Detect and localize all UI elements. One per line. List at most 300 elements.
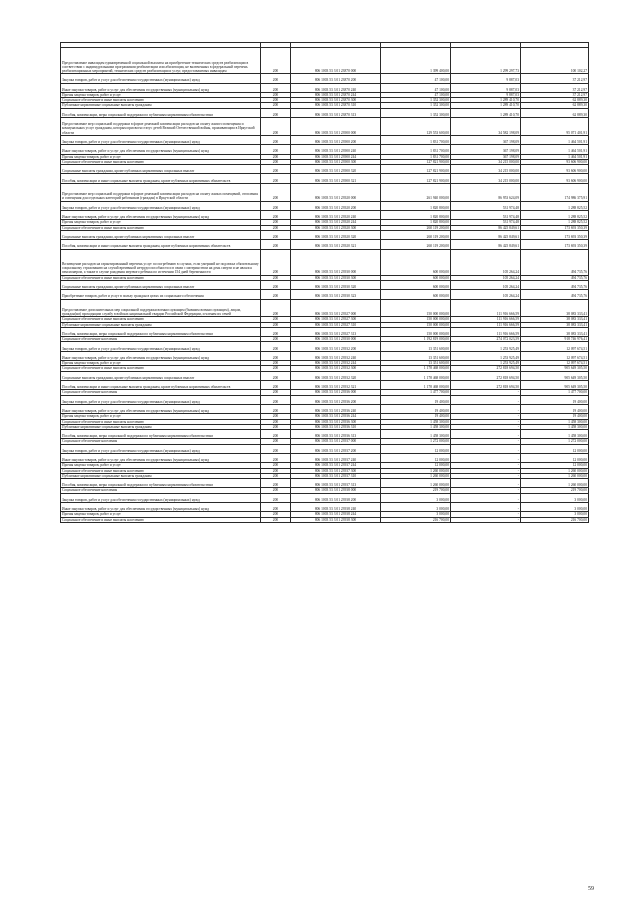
row-approved-amount: 19 400,00 bbox=[381, 405, 451, 414]
row-classification-code: 806 1003 53 3 01 23938 200 bbox=[291, 493, 381, 502]
row-classification-code: 806 1003 53 3 01 23936 240 bbox=[291, 405, 381, 414]
row-line-code: 200 bbox=[261, 98, 291, 103]
row-name: Пособия, компенсации и иные социальные выплаты гражданам, кроме публичных нормативных обязательств bbox=[61, 381, 261, 390]
row-classification-code: 806 1003 53 3 01 23920 000 bbox=[291, 183, 381, 201]
row-executed-amount: 367 198,09 bbox=[451, 135, 521, 144]
row-name: Прочая закупка товаров, работ и услуг bbox=[61, 92, 261, 97]
row-line-code: 200 bbox=[261, 512, 291, 517]
row-line-code: 200 bbox=[261, 488, 291, 493]
row-line-code: 200 bbox=[261, 390, 291, 395]
table-row bbox=[61, 430, 589, 439]
row-approved-amount: 1 352 300,00 bbox=[381, 98, 451, 103]
row-line-code: 200 bbox=[261, 493, 291, 502]
row-executed-amount: 1 289 410,70 bbox=[451, 108, 521, 117]
row-name: Прочая закупка товаров, работ и услуг bbox=[61, 220, 261, 225]
row-line-code: 200 bbox=[261, 439, 291, 444]
row-unexecuted-amount: 1 464 501,91 bbox=[521, 145, 589, 154]
row-unexecuted-amount: 93 606 900,00 bbox=[521, 164, 589, 173]
row-unexecuted-amount: 494 735,76 bbox=[521, 280, 589, 289]
row-name: Публичные нормативные социальные выплаты гражданам bbox=[61, 103, 261, 108]
row-unexecuted-amount: 19 400,00 bbox=[521, 414, 589, 419]
row-executed-amount: 1 299 297,73 bbox=[451, 48, 521, 74]
row-executed-amount: - bbox=[451, 414, 521, 419]
row-approved-amount: 1 399 400,00 bbox=[381, 48, 451, 74]
table-row bbox=[61, 479, 589, 488]
table-row bbox=[61, 454, 589, 463]
row-approved-amount: 1 352 300,00 bbox=[381, 108, 451, 117]
row-executed-amount: - bbox=[451, 405, 521, 414]
row-executed-amount: 1 253 925,49 bbox=[451, 361, 521, 366]
row-line-code: 200 bbox=[261, 92, 291, 97]
row-classification-code: 806 1003 53 3 01 23870 240 bbox=[291, 83, 381, 92]
row-executed-amount: - bbox=[451, 454, 521, 463]
row-classification-code: 806 1003 53 3 01 23927 310 bbox=[291, 322, 381, 327]
table-row bbox=[61, 48, 589, 74]
row-classification-code: 806 1003 53 3 01 23930 320 bbox=[291, 280, 381, 289]
row-executed-amount: - bbox=[451, 493, 521, 502]
row-line-code: 200 bbox=[261, 201, 291, 210]
row-classification-code: 806 1003 53 3 01 23920 321 bbox=[291, 240, 381, 249]
row-name: Социальное обеспечение и иные выплаты населению bbox=[61, 98, 261, 103]
row-approved-amount: 3 000,00 bbox=[381, 512, 451, 517]
row-name: Закупка товаров, работ и услуг для обеспечения государственных (муниципальных) нужд bbox=[61, 135, 261, 144]
row-executed-amount: - bbox=[451, 424, 521, 429]
row-unexecuted-amount: 12 000,00 bbox=[521, 444, 589, 453]
row-approved-amount: 260 119 200,00 bbox=[381, 240, 451, 249]
row-approved-amount: 3 000,00 bbox=[381, 493, 451, 502]
row-executed-amount: - bbox=[451, 479, 521, 488]
table-row bbox=[61, 83, 589, 92]
row-executed-amount: - bbox=[451, 395, 521, 404]
row-approved-amount: 19 400,00 bbox=[381, 414, 451, 419]
row-classification-code: 806 1003 53 3 01 23937 240 bbox=[291, 454, 381, 463]
row-name: Пособия, компенсации, меры социальной поддержки по публичным нормативным обязательствам bbox=[61, 430, 261, 439]
row-line-code: 200 bbox=[261, 337, 291, 342]
row-line-code: 200 bbox=[261, 463, 291, 468]
row-executed-amount: - bbox=[451, 430, 521, 439]
row-unexecuted-amount: 494 735,76 bbox=[521, 290, 589, 299]
row-classification-code: 806 1003 53 3 01 23937 313 bbox=[291, 479, 381, 488]
row-name: Закупка товаров, работ и услуг для обеспечения государственных (муниципальных) нужд bbox=[61, 201, 261, 210]
row-executed-amount: 86 953 624,09 bbox=[451, 183, 521, 201]
row-classification-code: 806 1003 53 3 01 23932 321 bbox=[291, 381, 381, 390]
row-unexecuted-amount: 173 693 350,39 bbox=[521, 240, 589, 249]
row-line-code: 200 bbox=[261, 405, 291, 414]
row-unexecuted-amount: 173 693 350,39 bbox=[521, 230, 589, 239]
row-line-code: 200 bbox=[261, 290, 291, 299]
row-approved-amount: 1 831 700,00 bbox=[381, 154, 451, 159]
row-approved-amount: 1 352 300,00 bbox=[381, 103, 451, 108]
table-row bbox=[61, 371, 589, 380]
row-approved-amount: 1 272 000,00 bbox=[381, 439, 451, 444]
table-row bbox=[61, 317, 589, 322]
row-name: Социальное обеспечение населения bbox=[61, 488, 261, 493]
row-unexecuted-amount: 62 889,30 bbox=[521, 103, 589, 108]
table-row bbox=[61, 275, 589, 280]
table-row bbox=[61, 201, 589, 210]
row-name: Предоставление мер социальной поддержки в форме денежной компенсации расходов на оплату жилого помещения и коммунальных услуг гражданам, которым присвоен статус детей Великой Отечественной войны, проживающим в Иркутской области bbox=[61, 117, 261, 135]
table-row bbox=[61, 322, 589, 327]
row-classification-code: 806 1003 53 3 01 23936 000 bbox=[291, 390, 381, 395]
row-name: Приобретение товаров, работ и услуг в пользу граждан в целях их социального обеспечения bbox=[61, 290, 261, 299]
row-approved-amount: 600 000,00 bbox=[381, 249, 451, 275]
row-name: Социальное обеспечение и иные выплаты населению bbox=[61, 419, 261, 424]
row-approved-amount: 127 821 900,00 bbox=[381, 174, 451, 183]
row-line-code: 200 bbox=[261, 342, 291, 351]
row-classification-code: 806 1003 53 3 01 23870 310 bbox=[291, 103, 381, 108]
row-name: Иные закупки товаров, работ и услуг для обеспечения государственных (муниципальных) нужд bbox=[61, 503, 261, 512]
row-executed-amount: 272 818 694,50 bbox=[451, 381, 521, 390]
row-name: Социальное обеспечение и иные выплаты населению bbox=[61, 159, 261, 164]
table-row bbox=[61, 280, 589, 289]
row-unexecuted-amount: 174 986 375,91 bbox=[521, 183, 589, 201]
row-name: Социальное обеспечение и иные выплаты населению bbox=[61, 517, 261, 522]
row-classification-code: 806 1003 53 3 01 23930 000 bbox=[291, 337, 381, 342]
row-classification-code: 806 1003 53 3 01 23932 244 bbox=[291, 361, 381, 366]
row-classification-code: 806 1003 53 3 01 23900 321 bbox=[291, 174, 381, 183]
row-approved-amount: 260 119 200,00 bbox=[381, 230, 451, 239]
table-row bbox=[61, 395, 589, 404]
row-name: Иные закупки товаров, работ и услуг для обеспечения государственных (муниципальных) нужд bbox=[61, 83, 261, 92]
row-classification-code: 806 1003 53 3 01 23900 320 bbox=[291, 164, 381, 173]
row-executed-amount: 105 264,24 bbox=[451, 280, 521, 289]
row-executed-amount: 34 215 000,00 bbox=[451, 159, 521, 164]
row-executed-amount: 9 887,03 bbox=[451, 83, 521, 92]
row-line-code: 200 bbox=[261, 414, 291, 419]
row-executed-amount: 367 198,09 bbox=[451, 154, 521, 159]
row-unexecuted-amount: 37 212,97 bbox=[521, 83, 589, 92]
row-executed-amount: 86 425 849,61 bbox=[451, 230, 521, 239]
row-line-code: 200 bbox=[261, 135, 291, 144]
row-approved-amount: 150 000 000,00 bbox=[381, 317, 451, 322]
row-classification-code: 806 1003 53 3 01 23920 300 bbox=[291, 225, 381, 230]
row-name: Социальные выплаты гражданам, кроме публичных нормативных социальных выплат bbox=[61, 371, 261, 380]
row-approved-amount: 219 700,00 bbox=[381, 488, 451, 493]
row-classification-code: 806 1003 53 3 01 23936 200 bbox=[291, 395, 381, 404]
row-classification-code: 806 1003 53 3 01 23920 240 bbox=[291, 210, 381, 219]
row-unexecuted-amount: 905 649 305,50 bbox=[521, 371, 589, 380]
row-approved-amount: 129 553 600,00 bbox=[381, 117, 451, 135]
row-name: Социальное обеспечение населения bbox=[61, 439, 261, 444]
row-classification-code: 806 1003 53 3 01 23870 300 bbox=[291, 98, 381, 103]
row-approved-amount: 600 000,00 bbox=[381, 280, 451, 289]
row-classification-code: 806 1003 53 3 01 23927 000 bbox=[291, 299, 381, 317]
row-unexecuted-amount: 3 000,00 bbox=[521, 512, 589, 517]
row-unexecuted-amount: 19 400,00 bbox=[521, 405, 589, 414]
row-classification-code: 806 1003 53 3 01 23870 200 bbox=[291, 74, 381, 83]
row-name: Социальное обеспечение населения bbox=[61, 337, 261, 342]
row-approved-amount: 1 477 700,00 bbox=[381, 390, 451, 395]
row-unexecuted-amount: 1 260 000,00 bbox=[521, 473, 589, 478]
row-name: Иные закупки товаров, работ и услуг для обеспечения государственных (муниципальных) нужд bbox=[61, 454, 261, 463]
row-unexecuted-amount: 1 288 825,52 bbox=[521, 220, 589, 225]
row-line-code: 200 bbox=[261, 145, 291, 154]
row-classification-code: 806 1003 53 3 01 23938 300 bbox=[291, 517, 381, 522]
row-executed-amount: 1 289 410,70 bbox=[451, 98, 521, 103]
row-unexecuted-amount: 93 606 900,00 bbox=[521, 159, 589, 164]
row-unexecuted-amount: 173 693 350,39 bbox=[521, 225, 589, 230]
row-unexecuted-amount: 100 102,27 bbox=[521, 48, 589, 74]
row-unexecuted-amount: 1 272 000,00 bbox=[521, 439, 589, 444]
row-executed-amount: 34 582 198,09 bbox=[451, 117, 521, 135]
row-line-code: 200 bbox=[261, 473, 291, 478]
row-name: Пособия, компенсации, меры социальной поддержки по публичным нормативным обязательствам bbox=[61, 108, 261, 117]
row-executed-amount: 1 289 410,70 bbox=[451, 103, 521, 108]
row-classification-code: 806 1003 53 3 01 23930 300 bbox=[291, 275, 381, 280]
row-line-code: 200 bbox=[261, 159, 291, 164]
row-executed-amount: - bbox=[451, 444, 521, 453]
row-unexecuted-amount: 216 700,00 bbox=[521, 517, 589, 522]
row-unexecuted-amount: 1 260 000,00 bbox=[521, 468, 589, 473]
row-executed-amount: - bbox=[451, 517, 521, 522]
row-unexecuted-amount: 37 212,97 bbox=[521, 92, 589, 97]
row-line-code: 200 bbox=[261, 103, 291, 108]
row-classification-code: 806 1003 53 3 01 23937 300 bbox=[291, 468, 381, 473]
table-row bbox=[61, 299, 589, 317]
table-row bbox=[61, 444, 589, 453]
row-line-code: 200 bbox=[261, 454, 291, 463]
row-name: Социальные выплаты гражданам, кроме публичных нормативных социальных выплат bbox=[61, 230, 261, 239]
row-line-code: 200 bbox=[261, 220, 291, 225]
row-approved-amount: 3 000,00 bbox=[381, 503, 451, 512]
row-approved-amount: 150 000 000,00 bbox=[381, 322, 451, 327]
row-classification-code: 806 1003 53 3 01 23937 244 bbox=[291, 463, 381, 468]
row-classification-code: 806 1003 53 3 01 23920 244 bbox=[291, 220, 381, 225]
row-line-code: 200 bbox=[261, 317, 291, 322]
row-classification-code: 806 1003 53 3 01 23930 323 bbox=[291, 290, 381, 299]
table-row bbox=[61, 174, 589, 183]
row-executed-amount: - bbox=[451, 419, 521, 424]
table-row bbox=[61, 493, 589, 502]
row-classification-code: 806 1003 53 3 01 23927 300 bbox=[291, 317, 381, 322]
row-classification-code: 806 1003 53 3 01 23870 244 bbox=[291, 92, 381, 97]
row-classification-code: 806 1003 53 3 01 23936 300 bbox=[291, 419, 381, 424]
table-row bbox=[61, 249, 589, 275]
row-classification-code: 806 1003 53 3 01 23920 200 bbox=[291, 201, 381, 210]
row-line-code: 200 bbox=[261, 280, 291, 289]
row-name: Иные закупки товаров, работ и услуг для обеспечения государственных (муниципальных) нужд bbox=[61, 145, 261, 154]
row-executed-amount: 531 974,48 bbox=[451, 210, 521, 219]
table-row bbox=[61, 74, 589, 83]
row-unexecuted-amount: 93 606 900,00 bbox=[521, 174, 589, 183]
row-classification-code: 806 1003 53 3 01 23900 240 bbox=[291, 145, 381, 154]
row-line-code: 200 bbox=[261, 444, 291, 453]
row-approved-amount: 260 119 200,00 bbox=[381, 225, 451, 230]
row-classification-code: 806 1003 53 3 01 23900 000 bbox=[291, 117, 381, 135]
row-executed-amount: - bbox=[451, 390, 521, 395]
row-approved-amount: 1 192 819 000,00 bbox=[381, 337, 451, 342]
row-classification-code: 806 1003 53 3 01 23932 240 bbox=[291, 351, 381, 360]
row-name: Социальное обеспечение и иные выплаты населению bbox=[61, 275, 261, 280]
row-name: Социальное обеспечение и иные выплаты населению bbox=[61, 366, 261, 371]
table-row bbox=[61, 327, 589, 336]
row-classification-code: 806 1003 53 3 01 23936 313 bbox=[291, 430, 381, 439]
row-line-code: 200 bbox=[261, 371, 291, 380]
table-row bbox=[61, 117, 589, 135]
row-approved-amount: 150 000 000,00 bbox=[381, 299, 451, 317]
row-unexecuted-amount: 12 097 674,51 bbox=[521, 351, 589, 360]
table-row bbox=[61, 108, 589, 117]
row-approved-amount: 600 000,00 bbox=[381, 290, 451, 299]
row-unexecuted-amount: 918 746 976,41 bbox=[521, 337, 589, 342]
row-name: Прочая закупка товаров, работ и услуг bbox=[61, 512, 261, 517]
row-name: Социальные выплаты гражданам, кроме публичных нормативных социальных выплат bbox=[61, 280, 261, 289]
row-line-code: 200 bbox=[261, 503, 291, 512]
row-approved-amount: 1 820 800,00 bbox=[381, 220, 451, 225]
row-executed-amount: 105 264,24 bbox=[451, 249, 521, 275]
row-line-code: 200 bbox=[261, 74, 291, 83]
row-unexecuted-amount: 1 260 000,00 bbox=[521, 479, 589, 488]
row-executed-amount: 105 264,24 bbox=[451, 275, 521, 280]
row-classification-code: 806 1003 53 3 01 23938 240 bbox=[291, 503, 381, 512]
table-row bbox=[61, 164, 589, 173]
row-name: Закупка товаров, работ и услуг для обеспечения государственных (муниципальных) нужд bbox=[61, 342, 261, 351]
row-approved-amount: 13 351 600,00 bbox=[381, 342, 451, 351]
row-name: Закупка товаров, работ и услуг для обеспечения государственных (муниципальных) нужд bbox=[61, 493, 261, 502]
row-approved-amount: 127 821 900,00 bbox=[381, 159, 451, 164]
row-name: Социальное обеспечение и иные выплаты населению bbox=[61, 317, 261, 322]
row-executed-amount: - bbox=[451, 512, 521, 517]
table-row bbox=[61, 135, 589, 144]
row-line-code: 200 bbox=[261, 419, 291, 424]
row-name: Возмещение расходов на гарантированный перечень услуг по погребению в случаях, если умерший не подлежал обязательному социальному страхованию на случай временной нетрудоспособности и в связи с материнством на день смерти и не являлся пенсионером, а также в случае рождения мертвого ребенка по истечении 154 дней беременности bbox=[61, 249, 261, 275]
row-approved-amount: 1 178 468 000,00 bbox=[381, 371, 451, 380]
row-approved-amount: 1 831 700,00 bbox=[381, 135, 451, 144]
table-row bbox=[61, 183, 589, 201]
row-line-code: 200 bbox=[261, 299, 291, 317]
table-row bbox=[61, 145, 589, 154]
row-unexecuted-amount: 62 889,30 bbox=[521, 108, 589, 117]
row-approved-amount: 13 351 600,00 bbox=[381, 361, 451, 366]
row-unexecuted-amount: 38 083 333,41 bbox=[521, 299, 589, 317]
row-approved-amount: 216 700,00 bbox=[381, 517, 451, 522]
row-name: Прочая закупка товаров, работ и услуг bbox=[61, 154, 261, 159]
row-unexecuted-amount: 1 288 825,52 bbox=[521, 201, 589, 210]
row-approved-amount: 47 100,00 bbox=[381, 74, 451, 83]
row-executed-amount: 274 072 023,59 bbox=[451, 337, 521, 342]
row-classification-code: 806 1003 53 3 01 23932 300 bbox=[291, 366, 381, 371]
row-line-code: 200 bbox=[261, 154, 291, 159]
row-approved-amount: 600 000,00 bbox=[381, 275, 451, 280]
row-name: Закупка товаров, работ и услуг для обеспечения государственных (муниципальных) нужд bbox=[61, 444, 261, 453]
row-line-code: 200 bbox=[261, 48, 291, 74]
page-number: 59 bbox=[588, 886, 594, 892]
row-name: Пособия, компенсации и иные социальные выплаты гражданам, кроме публичных нормативных обязательств bbox=[61, 174, 261, 183]
row-unexecuted-amount: 1 288 825,52 bbox=[521, 210, 589, 219]
row-approved-amount: 1 820 800,00 bbox=[381, 210, 451, 219]
row-classification-code: 806 1003 53 3 01 23938 000 bbox=[291, 488, 381, 493]
row-approved-amount: 47 100,00 bbox=[381, 83, 451, 92]
row-executed-amount: - bbox=[451, 439, 521, 444]
row-approved-amount: 19 400,00 bbox=[381, 395, 451, 404]
row-name: Прочая закупка товаров, работ и услуг bbox=[61, 414, 261, 419]
row-approved-amount: 1 260 000,00 bbox=[381, 473, 451, 478]
row-name: Публичные нормативные социальные выплаты гражданам bbox=[61, 424, 261, 429]
row-executed-amount: - bbox=[451, 473, 521, 478]
row-name: Пособия, компенсации, меры социальной поддержки по публичным нормативным обязательствам bbox=[61, 327, 261, 336]
row-classification-code: 806 1003 53 3 01 23930 000 bbox=[291, 249, 381, 275]
row-classification-code: 806 1003 53 3 01 23937 000 bbox=[291, 439, 381, 444]
row-name: Публичные нормативные социальные выплаты гражданам bbox=[61, 322, 261, 327]
table-row bbox=[61, 225, 589, 230]
row-executed-amount: 9 887,03 bbox=[451, 92, 521, 97]
row-unexecuted-amount: 1 458 300,00 bbox=[521, 430, 589, 439]
row-executed-amount: 9 887,03 bbox=[451, 74, 521, 83]
row-line-code: 200 bbox=[261, 479, 291, 488]
row-executed-amount: - bbox=[451, 463, 521, 468]
row-executed-amount: 111 916 666,59 bbox=[451, 327, 521, 336]
row-executed-amount: - bbox=[451, 488, 521, 493]
row-unexecuted-amount: 1 464 501,91 bbox=[521, 135, 589, 144]
row-classification-code: 806 1003 53 3 01 23932 200 bbox=[291, 342, 381, 351]
row-classification-code: 806 1003 53 3 01 23936 244 bbox=[291, 414, 381, 419]
row-executed-amount: 111 916 666,59 bbox=[451, 299, 521, 317]
row-classification-code: 806 1003 53 3 01 23932 320 bbox=[291, 371, 381, 380]
row-name: Прочая закупка товаров, работ и услуг bbox=[61, 361, 261, 366]
row-executed-amount: 531 974,48 bbox=[451, 201, 521, 210]
row-executed-amount: 86 425 849,61 bbox=[451, 225, 521, 230]
row-unexecuted-amount: 38 083 333,41 bbox=[521, 327, 589, 336]
row-executed-amount: 34 215 000,00 bbox=[451, 174, 521, 183]
row-line-code: 200 bbox=[261, 351, 291, 360]
row-unexecuted-amount: 12 000,00 bbox=[521, 454, 589, 463]
table-row bbox=[61, 517, 589, 522]
table-row bbox=[61, 240, 589, 249]
table-row bbox=[61, 342, 589, 351]
row-classification-code: 806 1003 53 3 01 23900 244 bbox=[291, 154, 381, 159]
table-row bbox=[61, 159, 589, 164]
row-name: Прочая закупка товаров, работ и услуг bbox=[61, 463, 261, 468]
row-unexecuted-amount: 95 071 401,91 bbox=[521, 117, 589, 135]
table-row bbox=[61, 290, 589, 299]
row-executed-amount: 367 198,09 bbox=[451, 145, 521, 154]
row-classification-code: 806 1003 53 3 01 23927 313 bbox=[291, 327, 381, 336]
row-unexecuted-amount: 494 735,76 bbox=[521, 249, 589, 275]
table-row bbox=[61, 405, 589, 414]
row-approved-amount: 1 458 300,00 bbox=[381, 430, 451, 439]
row-line-code: 200 bbox=[261, 366, 291, 371]
row-unexecuted-amount: 38 083 333,41 bbox=[521, 317, 589, 322]
row-unexecuted-amount: 1 458 300,00 bbox=[521, 419, 589, 424]
row-line-code: 200 bbox=[261, 361, 291, 366]
row-line-code: 200 bbox=[261, 230, 291, 239]
row-name: Предоставление дополнительных мер социальной поддержки военнослужащим (бывшим военнослужащим), лицам, граждан(ам) проходящим службу в войсках национальной гвардии Российской Федерации, и членам их семей bbox=[61, 299, 261, 317]
row-classification-code: 806 1003 53 3 01 23937 200 bbox=[291, 444, 381, 453]
row-approved-amount: 12 000,00 bbox=[381, 463, 451, 468]
table-row bbox=[61, 351, 589, 360]
row-approved-amount: 13 351 600,00 bbox=[381, 351, 451, 360]
row-unexecuted-amount: 19 400,00 bbox=[521, 395, 589, 404]
row-name: Иные закупки товаров, работ и услуг для обеспечения государственных (муниципальных) нужд bbox=[61, 351, 261, 360]
row-line-code: 200 bbox=[261, 164, 291, 173]
row-name: Закупка товаров, работ и услуг для обеспечения государственных (муниципальных) нужд bbox=[61, 74, 261, 83]
row-unexecuted-amount: 62 889,30 bbox=[521, 98, 589, 103]
row-executed-amount: 111 916 666,59 bbox=[451, 317, 521, 322]
row-executed-amount: 1 253 925,49 bbox=[451, 351, 521, 360]
row-line-code: 200 bbox=[261, 275, 291, 280]
row-line-code: 200 bbox=[261, 83, 291, 92]
row-name: Пособия, компенсации и иные социальные выплаты гражданам, кроме публичных нормативных обязательств bbox=[61, 240, 261, 249]
row-unexecuted-amount: 3 000,00 bbox=[521, 503, 589, 512]
row-executed-amount: - bbox=[451, 503, 521, 512]
row-name: Социальные выплаты гражданам, кроме публичных нормативных социальных выплат bbox=[61, 164, 261, 173]
row-unexecuted-amount: 905 649 305,50 bbox=[521, 366, 589, 371]
row-approved-amount: 150 000 000,00 bbox=[381, 327, 451, 336]
table-row bbox=[61, 103, 589, 108]
row-line-code: 200 bbox=[261, 108, 291, 117]
row-unexecuted-amount: 12 000,00 bbox=[521, 463, 589, 468]
row-executed-amount: 34 215 000,00 bbox=[451, 164, 521, 173]
